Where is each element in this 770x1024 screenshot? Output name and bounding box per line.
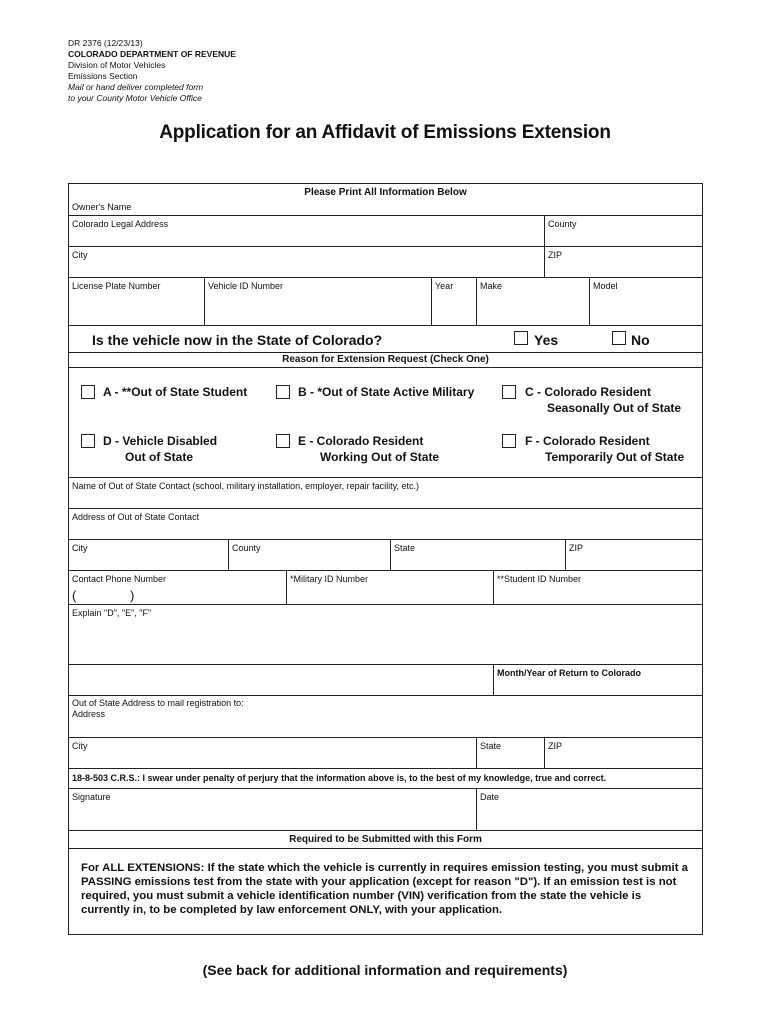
mail-address-heading: Out of State Address to mail registration to:: [72, 698, 244, 708]
option-a-checkbox[interactable]: [81, 385, 95, 399]
option-b-label: B - *Out of State Active Military: [298, 385, 475, 399]
option-d-label-2: Out of State: [125, 450, 193, 464]
make-field[interactable]: [476, 278, 589, 325]
explain-field[interactable]: [69, 604, 702, 664]
signature-row: [69, 788, 702, 830]
reason-heading: Reason for Extension Request (Check One): [282, 354, 489, 365]
reason-options: [69, 367, 702, 477]
vehicle-row: [69, 277, 702, 325]
signature-label: Signature: [72, 792, 111, 802]
contact-county-field[interactable]: [228, 540, 390, 570]
vehicle-id-label: Vehicle ID Number: [208, 281, 284, 291]
form-header: [68, 38, 236, 104]
section-name: Emissions Section: [68, 71, 138, 81]
perjury-row: [69, 768, 702, 788]
perjury-statement: 18-8-503 C.R.S.: I swear under penalty of perjury that the information above is, to the best of my knowledge, true and correct.: [72, 773, 607, 783]
mail-zip-field[interactable]: [544, 738, 702, 768]
model-field[interactable]: [589, 278, 702, 325]
department-name: COLORADO DEPARTMENT OF REVENUE: [68, 49, 236, 59]
return-date-field[interactable]: [493, 665, 702, 695]
contact-zip-label: ZIP: [569, 543, 584, 553]
option-c-checkbox[interactable]: [502, 385, 516, 399]
option-c-label-2: Seasonally Out of State: [547, 401, 682, 415]
student-id-label: **Student ID Number: [497, 574, 582, 584]
year-label: Year: [435, 281, 454, 291]
contact-address-label: Address of Out of State Contact: [72, 512, 200, 522]
owner-name-row[interactable]: [69, 184, 702, 215]
required-text: For ALL EXTENSIONS: If the state which the vehicle is currently in requires emission testing, you must submit a PASSING emissions test from the state with your application (except for reason "D"). If an emission test is not required, you must submit a vehicle identification number (VIN) verification from the state the vehicle is currently in, to be completed by law enforcement ONLY, with your application.: [81, 862, 688, 916]
return-date-label: Month/Year of Return to Colorado: [497, 668, 641, 678]
date-label: Date: [480, 792, 500, 802]
option-f-checkbox[interactable]: [502, 434, 516, 448]
mail-city-label: City: [72, 741, 88, 751]
year-field[interactable]: [431, 278, 476, 325]
yes-checkbox[interactable]: [514, 331, 528, 345]
contact-location-row: [69, 539, 702, 570]
contact-state-field[interactable]: [390, 540, 565, 570]
contact-city-field[interactable]: [69, 540, 228, 570]
page-title: Application for an Affidavit of Emissions Extension: [159, 122, 611, 143]
footer-note: (See back for additional information and requirements): [202, 962, 568, 978]
date-field[interactable]: [476, 789, 702, 830]
county-field[interactable]: [544, 216, 702, 246]
option-d-checkbox[interactable]: [81, 434, 95, 448]
contact-county-label: County: [232, 543, 261, 553]
contact-phone-field[interactable]: [69, 571, 286, 604]
city-label: City: [72, 250, 88, 260]
contact-name-field[interactable]: [69, 477, 702, 508]
address-label: Address: [72, 709, 106, 719]
zip-field[interactable]: [544, 247, 702, 277]
city-field[interactable]: [69, 247, 544, 277]
mail-address-field[interactable]: [69, 695, 702, 737]
legal-address-row: [69, 215, 702, 246]
print-heading: Please Print All Information Below: [304, 187, 467, 198]
mail-zip-label: ZIP: [548, 741, 563, 751]
license-plate-label: License Plate Number: [72, 281, 161, 291]
license-plate-field[interactable]: [69, 278, 204, 325]
required-heading: Required to be Submitted with this Form: [289, 834, 482, 845]
explain-label: Explain "D", "E", "F": [72, 608, 152, 618]
vehicle-id-field[interactable]: [204, 278, 431, 325]
mail-state-label: State: [480, 741, 502, 751]
return-blank: [69, 665, 493, 695]
city-row: [69, 246, 702, 277]
option-e-label-2: Working Out of State: [320, 450, 440, 464]
in-state-question: Is the vehicle now in the State of Colorado?: [92, 332, 383, 348]
make-label: Make: [480, 281, 503, 291]
mail-location-row: [69, 737, 702, 768]
zip-label: ZIP: [548, 250, 563, 260]
contact-address-field[interactable]: [69, 508, 702, 539]
contact-id-row: [69, 570, 702, 604]
county-label: County: [548, 219, 577, 229]
in-state-row: [69, 325, 702, 352]
return-date-row: [69, 664, 702, 695]
signature-field[interactable]: [69, 789, 476, 830]
contact-name-label: Name of Out of State Contact (school, military installation, employer, repair facility, etc.): [72, 481, 419, 491]
contact-state-label: State: [394, 543, 416, 553]
option-f-label-2: Temporarily Out of State: [545, 450, 685, 464]
option-d-label-1: D - Vehicle Disabled: [103, 434, 218, 448]
required-heading-row: [69, 830, 702, 848]
yes-label: Yes: [534, 332, 559, 348]
military-id-field[interactable]: [286, 571, 493, 604]
division-name: Division of Motor Vehicles: [68, 60, 166, 70]
no-checkbox[interactable]: [612, 331, 626, 345]
option-c-label-1: C - Colorado Resident: [525, 385, 652, 399]
option-a-label: A - **Out of State Student: [103, 385, 248, 399]
option-b-checkbox[interactable]: [276, 385, 290, 399]
phone-paren-open: (: [72, 588, 77, 603]
required-text-row: [69, 848, 702, 934]
owner-name-label: Owner's Name: [72, 202, 132, 212]
reason-heading-row: [69, 352, 702, 367]
contact-zip-field[interactable]: [565, 540, 702, 570]
mail-instruction-1: Mail or hand deliver completed form: [68, 82, 204, 92]
mail-instruction-2: to your County Motor Vehicle Office: [68, 93, 202, 103]
phone-paren-close: ): [130, 588, 135, 603]
no-label: No: [631, 332, 650, 348]
option-f-label-1: F - Colorado Resident: [525, 434, 650, 448]
mail-city-field[interactable]: [69, 738, 476, 768]
military-id-label: *Military ID Number: [290, 574, 369, 584]
option-e-label-1: E - Colorado Resident: [298, 434, 424, 448]
option-e-checkbox[interactable]: [276, 434, 290, 448]
form-number: DR 2376 (12/23/13): [68, 38, 143, 48]
contact-phone-label: Contact Phone Number: [72, 574, 167, 584]
legal-address-label: Colorado Legal Address: [72, 219, 169, 229]
mail-state-field[interactable]: [476, 738, 544, 768]
student-id-field[interactable]: [493, 571, 702, 604]
model-label: Model: [593, 281, 618, 291]
legal-address-field[interactable]: [69, 216, 544, 246]
application-form: [68, 183, 703, 935]
contact-city-label: City: [72, 543, 88, 553]
